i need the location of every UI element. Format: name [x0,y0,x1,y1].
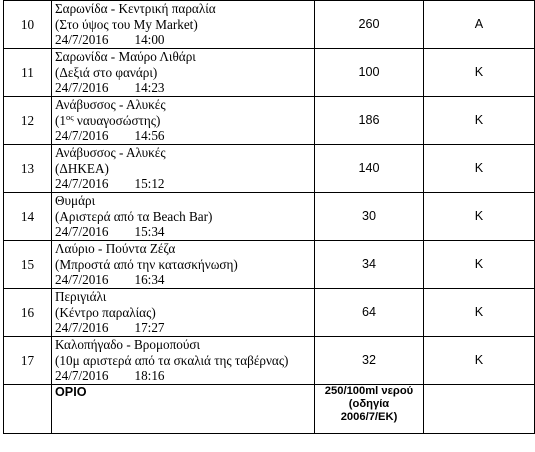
limit-directive-line: (οδηγία [348,398,390,410]
classification: Κ [424,193,535,241]
location-detail: (Κέντρο παραλίας) [55,304,156,320]
measurements-table [3,0,535,434]
limit-row [4,385,535,434]
measurement-value: 140 [315,145,424,193]
table-row [4,145,535,193]
measurement-value: 100 [315,49,424,97]
measurement-value: 34 [315,241,424,289]
sample-date: 24/7/2016 [55,176,109,192]
measurement-value: 64 [315,289,424,337]
sample-date: 24/7/2016 [55,80,109,96]
row-number: 14 [4,193,52,241]
limit-value-line: 250/100ml νερού [324,385,414,397]
row-number: 12 [4,97,52,145]
location-cell [52,337,315,385]
location-detail: (Αριστερά από τα Beach Bar) [55,208,213,224]
sample-date: 24/7/2016 [55,320,109,336]
row-number: 17 [4,337,52,385]
row-number: 13 [4,145,52,193]
sample-time: 14:23 [134,80,165,96]
location-name: Ανάβυσσος - Αλυκές [55,97,166,112]
sample-date: 24/7/2016 [55,32,109,48]
table-row [4,1,535,49]
location-cell [52,145,315,193]
row-number: 16 [4,289,52,337]
measurement-value: 30 [315,193,424,241]
location-detail: (10μ αριστερά από τα σκαλιά της ταβέρνας) [55,352,289,368]
table-row [4,49,535,97]
location-detail: (ΔΗΚΕΑ) [55,160,109,176]
limit-directive-code: 2006/7/ΕΚ) [340,411,398,423]
measurement-value: 260 [315,1,424,49]
location-detail: (Στο ύψος του My Market) [55,16,198,32]
empty-cell [424,385,535,434]
sample-time: 17:27 [134,320,165,336]
location-cell [52,289,315,337]
location-name: Λαύριο - Πούντα Ζέζα [55,241,176,256]
row-number: 11 [4,49,52,97]
location-cell [52,97,315,145]
location-detail: (Δεξιά στο φανάρι) [55,64,158,80]
classification: Κ [424,145,535,193]
sample-date: 24/7/2016 [55,224,109,240]
classification: Κ [424,97,535,145]
sample-date: 24/7/2016 [55,272,109,288]
classification: Κ [424,289,535,337]
table-row [4,289,535,337]
sample-time: 14:00 [134,32,165,48]
measurement-value: 186 [315,97,424,145]
limit-label: ΟΡΙΟ [52,385,315,434]
location-name: Σαρωνίδα - Μαύρο Λιθάρι [55,49,196,64]
sample-time: 14:56 [134,128,165,144]
ordinal-suffix: ος [66,111,74,122]
sample-time: 16:34 [134,272,165,288]
row-number: 15 [4,241,52,289]
classification: Κ [424,241,535,289]
sample-date: 24/7/2016 [55,128,109,144]
classification: Κ [424,49,535,97]
location-name: Καλοπήγαδο - Βρομοπούσι [55,337,201,352]
table-row [4,193,535,241]
empty-cell [4,385,52,434]
location-cell [52,49,315,97]
location-cell [52,241,315,289]
table-row [4,97,535,145]
row-number: 10 [4,1,52,49]
sample-time: 15:12 [134,176,165,192]
classification: Α [424,1,535,49]
location-detail: (Μπροστά από την κατασκήνωση) [55,256,238,272]
location-name: Σαρωνίδα - Κεντρική παραλία [55,1,216,16]
table-row [4,337,535,385]
location-cell [52,193,315,241]
table-row [4,241,535,289]
location-name: Περιγιάλι [55,289,107,304]
location-detail: ($1^{o\varsigma}$ ναυαγοσώστης) [55,111,161,128]
classification: Κ [424,337,535,385]
sample-time: 15:34 [134,224,165,240]
measurement-value: 32 [315,337,424,385]
location-cell [52,1,315,49]
sample-time: 18:16 [134,368,165,384]
location-name: Θυμάρι [55,193,96,208]
limit-value [315,385,424,434]
sample-date: 24/7/2016 [55,368,109,384]
location-name: Ανάβυσσος - Αλυκές [55,145,166,160]
